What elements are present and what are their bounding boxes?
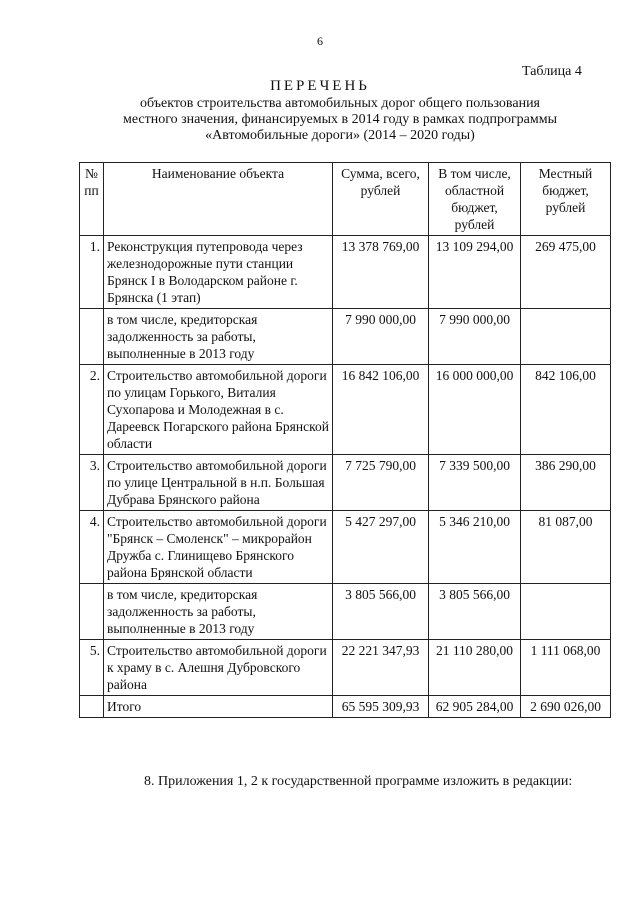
cell-local: 842 106,00 — [521, 365, 611, 455]
cell-local — [521, 584, 611, 640]
objects-table — [79, 162, 611, 718]
page-number: 6 — [317, 34, 323, 48]
header-num: № пп — [80, 163, 104, 236]
cell-name: Строительство автомобильной дороги по улице Центральной в н.п. Большая Дубрава Брянского района — [104, 455, 333, 511]
subtitle-line: местного значения, финансируемых в 2014 году в рамках подпрограммы — [122, 112, 558, 127]
cell-local: 2 690 026,00 — [521, 696, 611, 718]
cell-num — [80, 309, 104, 365]
cell-name: в том числе, кредиторская задолженность за работы, выполненные в 2013 году — [104, 584, 333, 640]
subtitle-line: «Автомобильные дороги» (2014 – 2020 годы) — [205, 128, 475, 143]
cell-sum: 65 595 309,93 — [333, 696, 429, 718]
cell-sum: 5 427 297,00 — [333, 511, 429, 584]
cell-sum: 13 378 769,00 — [333, 236, 429, 309]
cell-regional: 62 905 284,00 — [429, 696, 521, 718]
cell-name: в том числе, кредиторская задолженность за работы, выполненные в 2013 году — [104, 309, 333, 365]
table-label: Таблица 4 — [522, 64, 582, 79]
cell-local: 386 290,00 — [521, 455, 611, 511]
cell-regional: 16 000 000,00 — [429, 365, 521, 455]
cell-regional: 7 990 000,00 — [429, 309, 521, 365]
cell-sum: 7 990 000,00 — [333, 309, 429, 365]
subtitle-line: объектов строительства автомобильных дорог общего пользования — [139, 96, 540, 111]
cell-num — [80, 584, 104, 640]
cell-local: 269 475,00 — [521, 236, 611, 309]
cell-num: 4. — [80, 511, 104, 584]
page-title: ПЕРЕЧЕНЬ — [270, 78, 370, 94]
table-row — [80, 584, 611, 640]
cell-regional: 5 346 210,00 — [429, 511, 521, 584]
cell-sum: 7 725 790,00 — [333, 455, 429, 511]
cell-num: 2. — [80, 365, 104, 455]
cell-name: Реконструкция путепровода через железнодорожные пути станции Брянск I в Володарском районе г. Брянска (1 этап) — [104, 236, 333, 309]
header-sum: Сумма, всего, рублей — [333, 163, 429, 236]
table-total-row — [80, 696, 611, 718]
table-row — [80, 455, 611, 511]
cell-num: 5. — [80, 640, 104, 696]
cell-regional: 3 805 566,00 — [429, 584, 521, 640]
cell-sum: 3 805 566,00 — [333, 584, 429, 640]
cell-name: Строительство автомобильной дороги "Брянск – Смоленск" – микрорайон Дружба с. Глинищево Брянского района Брянской области — [104, 511, 333, 584]
page-subtitle — [90, 96, 590, 144]
cell-name: Итого — [104, 696, 333, 718]
cell-local — [521, 309, 611, 365]
cell-regional: 21 110 280,00 — [429, 640, 521, 696]
header-local: Местный бюджет, рублей — [521, 163, 611, 236]
cell-local: 81 087,00 — [521, 511, 611, 584]
cell-num: 3. — [80, 455, 104, 511]
cell-num — [80, 696, 104, 718]
cell-name: Строительство автомобильной дороги к храму в с. Алешня Дубровского района — [104, 640, 333, 696]
header-regional: В том числе, областной бюджет, рублей — [429, 163, 521, 236]
cell-regional: 13 109 294,00 — [429, 236, 521, 309]
table-row — [80, 309, 611, 365]
footer-paragraph: 8. Приложения 1, 2 к государственной программе изложить в редакции: — [144, 774, 573, 789]
cell-regional: 7 339 500,00 — [429, 455, 521, 511]
header-name: Наименование объекта — [104, 163, 333, 236]
cell-num: 1. — [80, 236, 104, 309]
table-row — [80, 236, 611, 309]
cell-local: 1 111 068,00 — [521, 640, 611, 696]
table-row — [80, 511, 611, 584]
cell-sum: 22 221 347,93 — [333, 640, 429, 696]
table-header-row — [80, 163, 611, 236]
table-row — [80, 640, 611, 696]
cell-sum: 16 842 106,00 — [333, 365, 429, 455]
table-row — [80, 365, 611, 455]
cell-name: Строительство автомобильной дороги по улицам Горького, Виталия Сухопарова и Молодежная в с. Дареевск Погарского района Брянской области — [104, 365, 333, 455]
